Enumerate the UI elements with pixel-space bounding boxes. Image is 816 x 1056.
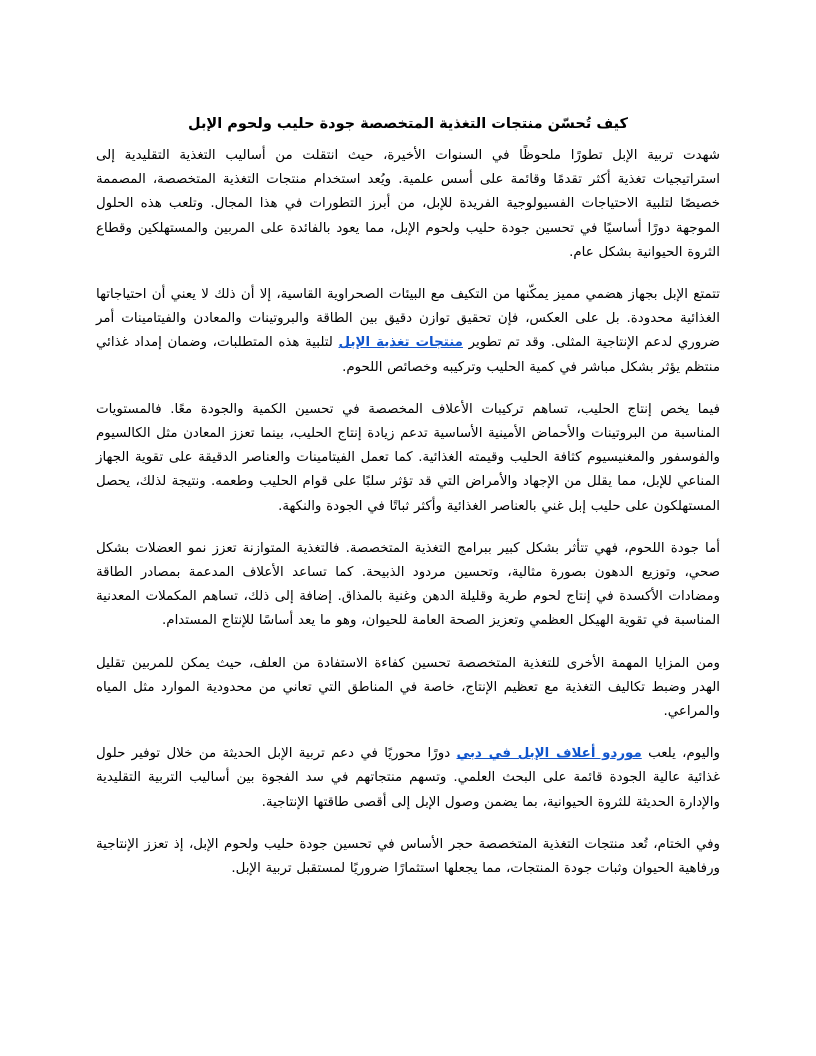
camel-nutrition-products-link[interactable]: منتجات تغذية الإبل xyxy=(338,335,463,351)
paragraph-milk-production: فيما يخص إنتاج الحليب، تساهم تركيبات الأعلاف المخصصة في تحسين الكمية والجودة معًا. فالمستويات المناسبة من البروتينات والأحماض الأمينية الأساسية تدعم زيادة إنتاج الحليب، بينما تعزز المعادن مثل الكالسيوم والفوسفور والمغنيسيوم كثافة الحليب وقيمته الغذائية. كما تعمل الفيتامينات والعناصر الدقيقة على تقوية الجهاز المناعي للإبل، مما يقلل من الإجهاد والأمراض التي قد تؤثر سلبًا على قوام الحليب وطعمه. ونتيجة لذلك، يحصل المستهلكون على حليب إبل غني بالعناصر الغذائية وأكثر ثباتًا في الجودة والنكهة. xyxy=(96,401,720,514)
paragraph-digestive-system xyxy=(96,283,720,380)
paragraph-intro: شهدت تربية الإبل تطورًا ملحوظًا في السنوات الأخيرة، حيث انتقلت من أساليب التغذية التقليدية إلى استراتيجيات تغذية أكثر تقدمًا وقائمة على أسس علمية. ويُعد استخدام منتجات التغذية المتخصصة، المصممة خصيصًا لتلبية الاحتياجات الفسيولوجية الفريدة للإبل، من أبرز التطورات في هذا المجال. وتلعب هذه الحلول الموجهة دورًا أساسيًا في تحسين جودة حليب ولحوم الإبل، مما يعود بالفائدة على المربين والمستهلكين وقطاع الثروة الحيوانية بشكل عام. xyxy=(96,148,720,260)
paragraph-meat-quality: أما جودة اللحوم، فهي تتأثر بشكل كبير ببرامج التغذية المتخصصة. فالتغذية المتوازنة تعزز نمو العضلات بشكل صحي، وتوزيع الدهون بصورة مثالية، وتحسين مردود الذبيحة. كما تساعد الأعلاف المدعمة بمصادر الطاقة ومضادات الأكسدة في إنتاج لحوم طرية وقليلة الدهن وغنية بالمذاق. إضافة إلى ذلك، تساهم المكملات المعدنية المناسبة في تقوية الهيكل العظمي وتعزيز الصحة العامة للحيوان، وهو ما يعد أساسًا للإنتاج المستدام. xyxy=(96,540,720,629)
document-page xyxy=(96,96,720,899)
document-title: كيف تُحسّن منتجات التغذية المتخصصة جودة حليب ولحوم الإبل xyxy=(188,116,628,132)
paragraph-text: دورًا محوريًا في دعم تربية الإبل الحديثة من خلال توفير حلول غذائية عالية الجودة قائمة على البحث العلمي. وتسهم منتجاتهم في سد الفجوة بين أساليب التربية التقليدية والإدارة الحديثة للثروة الحيوانية، بما يضمن وصول الإبل إلى أقصى طاقتها الإنتاجية. xyxy=(96,746,720,810)
paragraph-conclusion: وفي الختام، تُعد منتجات التغذية المتخصصة حجر الأساس في تحسين جودة حليب ولحوم الإبل، إذ تعزز الإنتاجية ورفاهية الحيوان وثبات جودة المنتجات، مما يجعلها استثمارًا ضروريًا لمستقبل تربية الإبل. xyxy=(96,836,720,877)
paragraph-dubai-suppliers xyxy=(96,742,720,815)
paragraph-text: تتمتع الإبل بجهاز هضمي مميز يمكّنها من التكيف مع البيئات الصحراوية القاسية، إلا أن ذلك لا يعني أن احتياجاتها الغذائية محدودة. بل على العكس، فإن تحقيق توازن دقيق بين الطاقة والبروتينات والمعادن والفيتامينات أمر ضروري لدعم الإنتاجية المثلى. وقد تم تطوير xyxy=(96,287,720,351)
paragraph-text: لتلبية هذه المتطلبات، وضمان إمداد غذائي منتظم يؤثر بشكل مباشر في كمية الحليب وتركيبه وخصائص اللحوم. xyxy=(96,335,720,375)
camel-feed-suppliers-dubai-link[interactable]: موردو أعلاف الإبل في دبي xyxy=(456,746,642,762)
paragraph-feed-efficiency: ومن المزايا المهمة الأخرى للتغذية المتخصصة تحسين كفاءة الاستفادة من العلف، حيث يمكن للمربين تقليل الهدر وضبط تكاليف التغذية مع تعظيم الإنتاج، خاصة في المناطق التي تعاني من محدودية الموارد مثل المياه والمراعي. xyxy=(96,655,720,720)
paragraph-text: واليوم، يلعب xyxy=(641,746,720,762)
